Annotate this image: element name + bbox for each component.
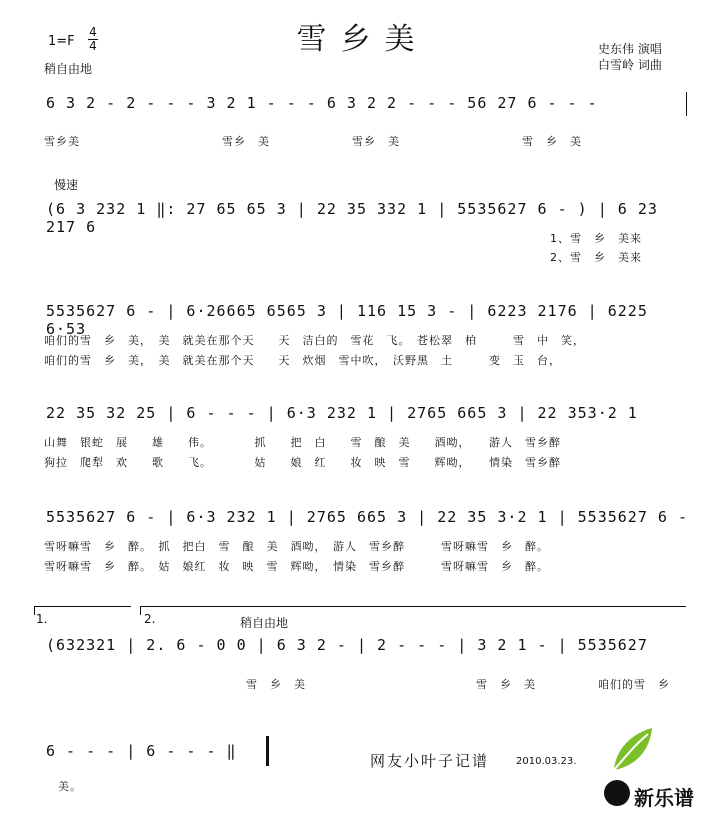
- tempo-marking: 稍自由地: [240, 616, 289, 630]
- site-logo-text: 新乐谱: [634, 786, 694, 810]
- performer-credit: 史东伟 演唱: [598, 42, 662, 56]
- lyric-verse-2: 雪呀嘛雪 乡 醉。 姑 娘红 妆 映 雪 辉呦， 情染 雪乡醉 雪呀嘛雪 乡 醉。: [44, 560, 549, 573]
- time-sig-top: 4: [89, 25, 97, 39]
- composer-credit: 白雪岭 词曲: [598, 58, 662, 72]
- lyric-verse-1: 雪呀嘛雪 乡 醉。 抓 把白 雪 酿 美 酒呦， 游人 雪乡醉 雪呀嘛雪 乡 醉。: [44, 540, 549, 553]
- intro-lyric: 雪乡美: [44, 135, 80, 148]
- lyric-verse-2: 狗拉 爬犁 欢 歌 飞。 姑 娘 红 妆 映 雪 辉呦， 情染 雪乡醉: [44, 456, 561, 469]
- score-line-3: 5535627 6 - | 6·26665 6565 3 | 116 15 3 - | 6223 2176 | 6225 6·53: [46, 302, 648, 338]
- intro-lyric: 雪乡 美: [222, 135, 270, 148]
- intro-lyric: 雪乡 美: [352, 135, 400, 148]
- tempo-slow: 慢速: [54, 178, 79, 192]
- barline: [686, 92, 687, 116]
- page-title: 雪乡美: [296, 22, 429, 57]
- ending-lyric: 咱们的雪 乡: [598, 678, 670, 691]
- transcription-date: 2010.03.23.: [516, 756, 577, 767]
- lyric-verse-2: 咱们的雪 乡 美， 美 就美在那个天 天 炊烟 雪中吹， 沃野黑 土 变 玉 台，: [44, 354, 561, 367]
- volta-2-label: 2.: [144, 612, 156, 626]
- volta-bracket-1: [34, 606, 131, 615]
- ending-lyric: 雪 乡 美: [246, 678, 306, 691]
- score-line-7: 6 - - - | 6 - - - ‖: [46, 742, 237, 760]
- lyric-verse-1: 咱们的雪 乡 美， 美 就美在那个天 天 洁白的 雪花 飞。 苍松翠 柏 雪 中 笑，: [44, 334, 585, 347]
- verse-label-2: 2、雪 乡 美来: [550, 251, 642, 264]
- transcriber-signature: 网友小叶子记谱: [370, 752, 490, 770]
- verse-label-1: 1、雪 乡 美来: [550, 232, 642, 245]
- leaf-logo-icon: [606, 726, 656, 774]
- logo-disc-icon: [604, 780, 630, 806]
- final-lyric: 美。: [58, 780, 82, 793]
- volta-bracket-2: [140, 606, 686, 615]
- time-sig-bottom: 4: [89, 39, 97, 53]
- score-line-6: (632321 | 2. 6 - 0 0 | 6 3 2 - | 2 - - - | 3 2 1 - | 5535627: [46, 636, 648, 654]
- tempo-marking: 稍自由地: [44, 62, 93, 76]
- score-line-1: 6 3 2 - 2 - - - 3 2 1 - - - 6 3 2 2 - - - 56 27 6 - - -: [46, 94, 598, 112]
- volta-1-label: 1.: [36, 612, 48, 626]
- time-signature: [88, 26, 98, 53]
- ending-lyric: 雪 乡 美: [476, 678, 536, 691]
- score-line-4: 22 35 32 25 | 6 - - - | 6·3 232 1 | 2765 665 3 | 22 353·2 1: [46, 404, 638, 422]
- score-line-2: (6 3 232 1 ‖: 27 65 65 3 | 22 35 332 1 | 5535627 6 - ) | 6 23 217 6: [46, 200, 658, 236]
- key-signature: 1=F: [48, 34, 75, 49]
- lyric-verse-1: 山舞 银蛇 展 雄 伟。 抓 把 白 雪 酿 美 酒呦， 游人 雪乡醉: [44, 436, 561, 449]
- final-barline: [266, 736, 269, 766]
- score-line-5: 5535627 6 - | 6·3 232 1 | 2765 665 3 | 22 35 3·2 1 | 5535627 6 -: [46, 508, 688, 526]
- intro-lyric: 雪 乡 美: [522, 135, 582, 148]
